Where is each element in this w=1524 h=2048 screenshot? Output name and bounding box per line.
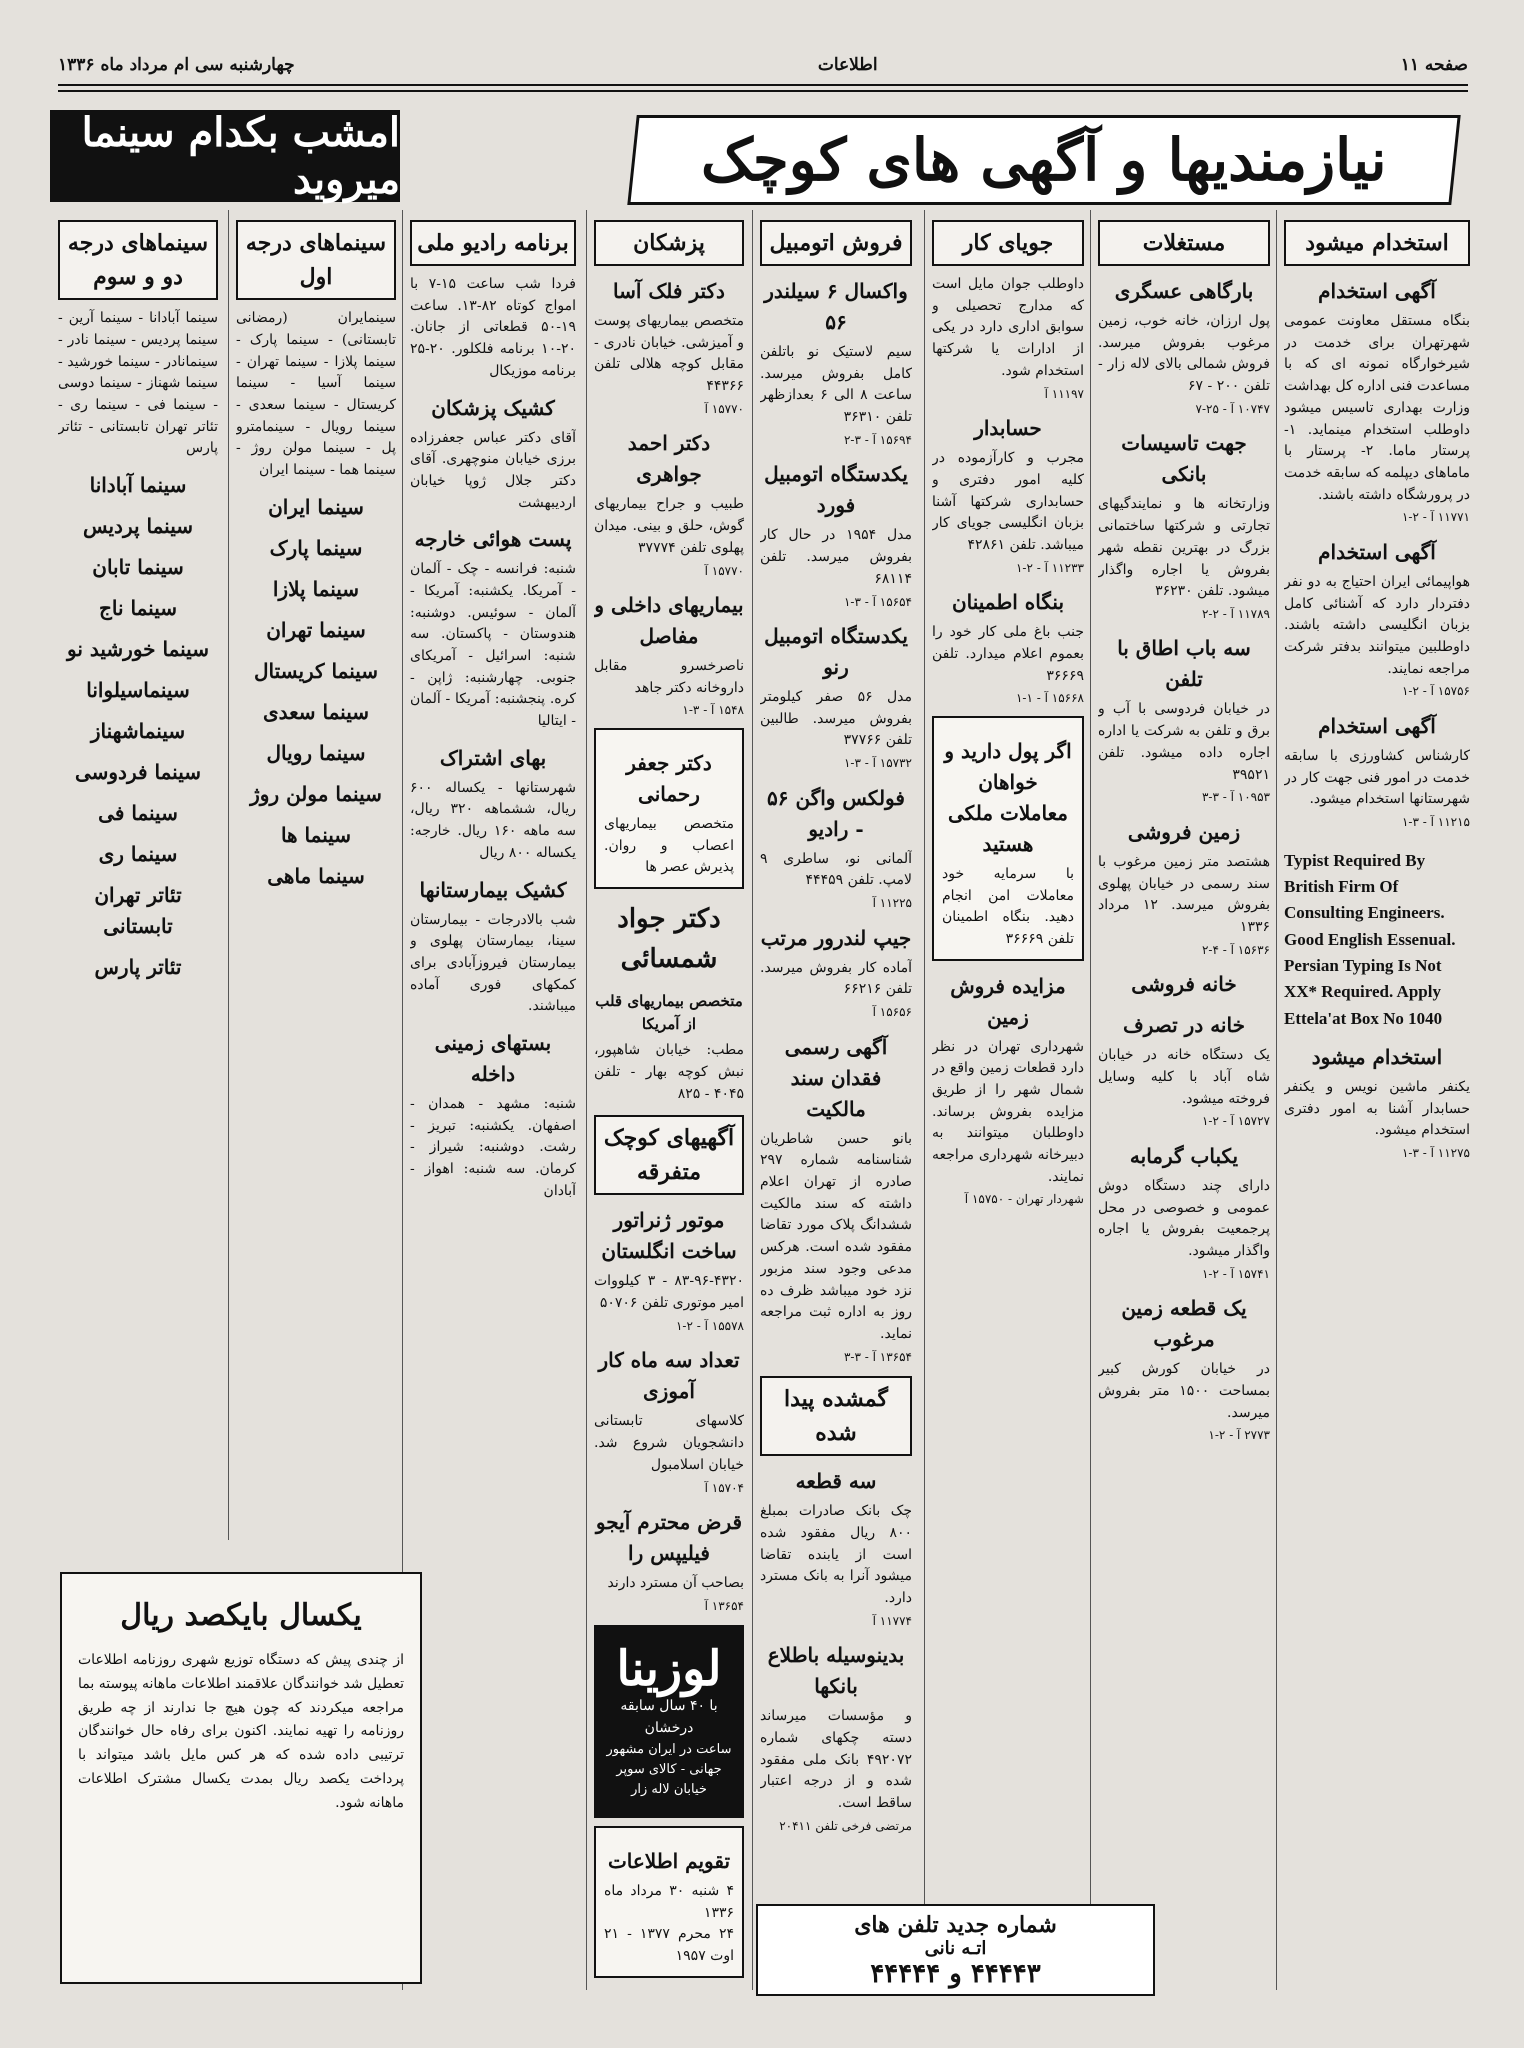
ad-title: زمین فروشی bbox=[1127, 819, 1241, 844]
phone-numbers: ۴۴۴۴۳ و ۴۴۴۴۴ bbox=[870, 1958, 1041, 1989]
ad-title: آگهی استخدام bbox=[1318, 713, 1436, 738]
ad-text: متخصص بیماریهای اعصاب و روان. پذیرش عصر ها bbox=[604, 816, 734, 876]
ad-text: بانو حسن شاطریان شناسنامه شماره ۲۹۷ صادره از تهران اعلام داشته که سند مالکیت ششدانگ پلاک مورد تقاضا مفقود شده است. هرکس مدعی وجود سند مزبور نزد خود میباشد ظرف ده روز به اداره ثبت مراجعه نماید. bbox=[760, 1130, 912, 1342]
cinema-name: سینما آبادانا bbox=[89, 473, 187, 497]
cinema-name: سینما ماهی bbox=[267, 863, 365, 888]
ad-ref: ۱۱۲۷۵ آ - ۳-۱ bbox=[1401, 1146, 1470, 1161]
calendar-title: تقویم اطلاعات bbox=[607, 1848, 731, 1873]
ad-title: موتور ژنراتور ساخت انگلستان bbox=[601, 1208, 737, 1264]
header-rule bbox=[58, 84, 1468, 86]
column-divider bbox=[1276, 210, 1277, 1990]
ad-ref: ۱۵۷۳۲ آ - ۳-۱ bbox=[843, 756, 912, 771]
ad-text: و مؤسسات میرساند دسته چکهای شماره ۴۹۲۰۷۲ بانک ملی مفقود شده و از درجه اعتبار ساقط است. bbox=[760, 1708, 912, 1812]
ad-ref: ۱۳۶۵۴ آ - ۳-۳ bbox=[843, 1349, 912, 1364]
cinema-name: سینما پردیس bbox=[82, 514, 194, 538]
ad-text: کلاسهای تابستانی دانشجویان شروع شد. خیابان اسلامبول bbox=[594, 1413, 744, 1473]
ad-title: خانه در تصرف bbox=[1123, 1013, 1245, 1038]
ad-ref: ۱۰۹۵۳ آ - ۳-۳ bbox=[1201, 790, 1270, 805]
ad-text: در خیابان فردوسی با آب و برق و تلفن به شرکت یا اداره اجاره داده میشود. تلفن ۳۹۵۲۱ bbox=[1098, 701, 1270, 783]
column-cars bbox=[760, 220, 912, 1990]
cinema-name: سینما مولن روژ bbox=[250, 781, 382, 806]
column-divider bbox=[924, 210, 925, 1990]
english-ad: Typist Required By British Firm Of Consulting Engineers. Good English Essenual. Persian Typing Is Not XX* Required. Apply Ettela'at Box No 1040 bbox=[1284, 850, 1456, 1028]
ad-title: یک قطعه زمین مرغوب bbox=[1121, 1296, 1247, 1352]
column-head: سینماهای درجه اول bbox=[236, 220, 396, 300]
cinema-name: سینما تابان bbox=[92, 555, 184, 579]
ad-text: دارای چند دستگاه دوش عمومی و خصوصی در محل پرجمعیت بفروش یا اجاره واگذار میشود. bbox=[1098, 1177, 1270, 1259]
ad-ref: ۱۱۷۸۹ آ - ۲-۲ bbox=[1201, 606, 1270, 621]
ad-ref: ۱۵۶۳۶ آ - ۴-۲ bbox=[1201, 942, 1270, 957]
ad-text: آلمانی نو، ساطری ۹ لامپ. تلفن ۴۴۴۵۹ bbox=[760, 850, 912, 889]
ad-title: دکتر جعفر رحمانی bbox=[626, 751, 712, 807]
column-doctors bbox=[594, 220, 744, 1990]
ad-title: یکباب گرمابه bbox=[1129, 1143, 1239, 1168]
column-divider bbox=[752, 210, 753, 1990]
cinema-name: تئاتر پارس bbox=[94, 955, 182, 979]
watch-ad bbox=[594, 1625, 744, 1818]
ad-title: پست هوائی خارجه bbox=[414, 527, 572, 552]
column-divider bbox=[586, 210, 587, 1990]
ad-text: ناصرخسرو مقابل داروخانه دکتر جاهد bbox=[594, 658, 744, 696]
ad-text: وزارتخانه ها و نمایندگیهای تجارتی و شرکتها ساختمانی بزرگ در بهترین نقطه شهر بفروش یا اجاره واگذار میشود. تلفن ۳۶۲۳۰ bbox=[1098, 496, 1270, 600]
classifieds-banner: نیازمندیها و آگهی های کوچک bbox=[627, 115, 1460, 205]
column-cinemas-second bbox=[58, 220, 218, 1540]
ad-ref: ۱۵۷۷۰ آ bbox=[704, 401, 744, 416]
column-head: فروش اتومبیل bbox=[760, 220, 912, 266]
cinema-name: سینما خورشید نو bbox=[67, 637, 209, 661]
ad-text: داوطلب جوان مایل است که مدارج تحصیلی و سوابق اداری دارد در یکی از ادارات یا شرکتها استخدام شود. bbox=[932, 276, 1084, 379]
ad-ref: ۱۱۲۲۵ آ bbox=[872, 896, 912, 911]
cinema-text: سینما آبادانا - سینما آرین - سینما پردیس - سینما نادر - سینمانادر - سینما خورشید - سینما شهناز - سینما دوسی - سینما فی - سینما ری - تئاتر تهران تابستانی - تئاتر پارس bbox=[58, 310, 218, 457]
ad-ref: ۱۵۶۶۸ آ - ۱-۱ bbox=[1015, 691, 1084, 706]
ad-ref: ۱۵۴۸ آ - ۳-۱ bbox=[682, 703, 744, 718]
ad-title: یکدستگاه اتومبیل فورد bbox=[764, 462, 908, 518]
ad-title: یکدستگاه اتومبیل رنو bbox=[764, 624, 908, 680]
cinema-name: سینما ها bbox=[280, 822, 352, 847]
column-employment bbox=[1284, 220, 1470, 1163]
column-head: پزشکان bbox=[594, 220, 744, 266]
ad-text: مجرب و کارآزموده در کلیه امور دفتری و حسابداری شرکتها آشنا بزبان انگلیسی جویای کار میباشد. تلفن ۴۲۸۶۱ bbox=[932, 450, 1084, 553]
column-head: استخدام میشود bbox=[1284, 220, 1470, 266]
ad-text: چک بانک صادرات بمبلغ ۸۰۰ ریال مفقود شده است از یابنده تقاضا میشود آنرا به بانک مسترد دارد. bbox=[760, 1503, 912, 1607]
ad-text: با سرمایه خود معاملات امن انجام دهید. بنگاه اطمینان تلفن ۳۶۶۶۹ bbox=[942, 865, 1074, 947]
cinema-name: سینما فردوسی bbox=[74, 760, 202, 784]
ad-text: مدل ۱۹۵۴ در حال کار بفروش میرسد. تلفن ۶۸۱۱۴ bbox=[760, 527, 912, 587]
cinema-name: سینماشهناز bbox=[90, 719, 186, 743]
ad-title: بیماریهای داخلی و مفاصل bbox=[594, 593, 744, 649]
section-head: گمشده پیدا شده bbox=[760, 1376, 912, 1456]
ad-text: هواپیمائی ایران احتیاج به دو نفر دفتردار دارد که آشنائی کامل بزبان انگلیسی داشته باشند. داوطلبین میتوانند بدفتر شرکت مراجعه نمایند. bbox=[1284, 573, 1470, 677]
ad-title: خانه فروشی bbox=[1131, 972, 1237, 997]
ad-title: جیپ لندرور مرتب bbox=[760, 925, 912, 950]
ad-title: سه باب اطاق با تلفن bbox=[1117, 636, 1251, 692]
ad-ref: ۱۵۶۹۴ آ - ۳-۲ bbox=[843, 432, 912, 447]
ad-title: دکتر فلک آسا bbox=[613, 279, 725, 304]
watch-text: ساعت در ایران مشهور جهانی - کالای سوپر خیابان لاله زار bbox=[606, 1741, 732, 1797]
ad-ref: ۱۱۷۷۴ آ bbox=[872, 1613, 912, 1628]
ad-ref: ۱۱۷۷۱ آ - ۲-۱ bbox=[1401, 510, 1470, 525]
ad-title: جهت تاسیسات بانکی bbox=[1121, 431, 1247, 487]
cinema-text: سینمایران (رمضانی تابستانی) - سینما پارک - سینما پلازا - سینما تهران - سینما آسیا - سینما کریستال - سینما سعدی - سینما رویال - سینمامترو پل - سینما مولن روژ - سینما هما - سینما ایران bbox=[236, 310, 396, 478]
cinema-name: سینما پارک bbox=[269, 535, 363, 560]
ad-text: سیم لاستیک نو باتلفن کامل بفروش میرسد. ساعت ۸ الی ۶ بعدازظهر تلفن ۳۶۳۱۰ bbox=[760, 344, 912, 426]
cinema-name: سینما کریستال bbox=[253, 658, 379, 683]
ad-subtitle: متخصص بیماریهای قلب از آمریکا bbox=[595, 991, 743, 1033]
cinema-name: سینما سعدی bbox=[262, 699, 369, 724]
ad-text: شب بالادرجات - بیمارستان سینا، بیمارستان پهلوی و بیمارستان فیروزآبادی برای کمکهای فوری آماده میباشند. bbox=[410, 911, 576, 1015]
ad-ref: ۱۵۷۷۰ آ bbox=[704, 563, 744, 578]
ad-ref: ۱۱۲۳۳ آ - ۲-۱ bbox=[1015, 560, 1084, 575]
ad-title: آگهی استخدام bbox=[1318, 279, 1436, 304]
ad-text: شنبه: فرانسه - چک - آلمان - آمریکا. یکشنبه: آمریکا - آلمان - سوئیس. دوشنبه: هندوستان - پاکستان. سه شنبه: اسرائیل - آمریکای جنوبی. چهارشنبه: ژاپن - کره. پنجشنبه: آمریکا - آلمان - ایتالیا bbox=[410, 561, 576, 730]
ad-text: مطب: خیابان شاهپور، نبش کوچه بهار - تلفن ۴۰۴۵ - ۸۲۵ bbox=[594, 1042, 744, 1102]
ad-text: پول ارزان، خانه خوب، زمین مرغوب بفروش میرسد. فروش شمالی بالای لاله زار - تلفن ۲۰۰ - ۶۷ bbox=[1098, 313, 1270, 395]
cinema-name: سینما تهران bbox=[266, 617, 366, 642]
ad-ref: ۱۰۷۴۷ آ - ۲۵-۷ bbox=[1195, 401, 1270, 416]
ad-text: بصاحب آن مسترد دارند bbox=[607, 1575, 744, 1592]
ad-title: دکتر احمد جواهری bbox=[627, 431, 711, 487]
cinema-name: تئاتر تهران تابستانی bbox=[94, 883, 182, 938]
notice-title: یکسال بایکصد ریال bbox=[120, 1598, 362, 1633]
ad-ref: ۱۵۷۴۱ آ - ۲-۱ bbox=[1201, 1266, 1270, 1281]
ad-ref: ۱۵۷۵۶ آ - ۲-۱ bbox=[1401, 684, 1470, 699]
section-head: آگهیهای کوچک متفرقه bbox=[594, 1115, 744, 1195]
ad-text: مدل ۵۶ صفر کیلومتر بفروش میرسد. طالبین تلفن ۳۷۷۶۶ bbox=[760, 689, 912, 749]
ad-ref: ۱۵۵۷۸ آ - ۲-۱ bbox=[675, 1318, 744, 1333]
cinema-name: سینما ناج bbox=[98, 596, 178, 620]
ad-ref: ۱۱۱۹۷ آ bbox=[1044, 386, 1084, 401]
ad-text: بنگاه مستقل معاونت عمومی شهرتهران برای خدمت در شیرخوارگاه نمونه ای که با مساعدت فنی اداره کل بهداشت وزارت بهداری تاسیس میشود داوطلب استخدام مینماید. ۱- پرستار ماما. ۲- پرستار با ماماهای دیپلمه که سابقه خدمت در پرورشگاه داشته باشند. bbox=[1284, 313, 1470, 503]
ad-ref: ۱۵۷۰۴ آ bbox=[704, 1480, 744, 1495]
column-head: برنامه رادیو ملی bbox=[410, 220, 576, 266]
calendar-line: ۴ شنبه ۳۰ مرداد ماه ۱۳۳۶ bbox=[604, 1882, 734, 1921]
ad-text: در خیابان کورش کبیر بمساحت ۱۵۰۰ متر بفروش میرسد. bbox=[1098, 1361, 1270, 1421]
column-jobs bbox=[932, 220, 1084, 1890]
ad-text: شهرستانها - یکساله ۶۰۰ ریال، ششماهه ۳۲۰ ریال، سه ماهه ۱۶۰ ریال. خارجه: یکساله ۸۰۰ ریال bbox=[410, 779, 576, 861]
ad-ref: شهردار تهران - ۱۵۷۵۰ آ bbox=[964, 1192, 1084, 1207]
calendar-dates: ۲۴ محرم ۱۳۷۷ - ۲۱ اوت ۱۹۵۷ bbox=[604, 1926, 734, 1965]
watch-sub: با ۴۰ سال سابقه درخشان bbox=[620, 1698, 718, 1736]
ad-title: کشیک بیمارستانها bbox=[419, 877, 567, 902]
ad-text: متخصص بیماریهای پوست و آمیزشی. خیابان نادری - مقابل کوچه هلالی تلفن ۴۴۳۶۶ bbox=[594, 313, 744, 395]
watch-brand: لوزینا bbox=[616, 1641, 722, 1698]
ad-title: فولکس واگن ۵۶ - رادیو bbox=[767, 785, 905, 841]
ad-title: اگر پول دارید و خواهان معاملات ملکی هستید bbox=[944, 738, 1072, 856]
calendar-box bbox=[594, 1826, 744, 1978]
cinema-name: سینما ایران bbox=[268, 494, 364, 519]
ad-text: جنب باغ ملی کار خود را بعموم اعلام میدارد. تلفن ۳۶۶۶۹ bbox=[932, 624, 1084, 684]
ad-ref: ۱۳۶۵۴ آ bbox=[704, 1598, 744, 1613]
ad-text: یک دستگاه خانه در خیابان شاه آباد با کلیه وسایل فروخته میشود. bbox=[1098, 1047, 1270, 1107]
cinema-name: سینما پلازا bbox=[272, 576, 360, 601]
cinema-name: سینما رویال bbox=[266, 740, 366, 765]
issue-date: چهارشنبه سی ام مرداد ماه ۱۳۳۶ bbox=[58, 55, 295, 75]
ad-title: بارگاهی عسگری bbox=[1114, 279, 1254, 304]
paper-name: اطلاعات bbox=[817, 55, 878, 75]
column-services bbox=[410, 220, 576, 1990]
cinema-name: سینما ری bbox=[98, 842, 178, 866]
cinema-name: سینماسیلوانا bbox=[86, 678, 190, 702]
column-divider bbox=[1090, 210, 1091, 1990]
ad-title: بهای اشتراک bbox=[439, 745, 547, 770]
ad-text: طبیب و جراح بیماریهای گوش، حلق و بینی. میدان پهلوی تلفن ۳۷۷۷۴ bbox=[594, 496, 744, 556]
ad-text: آماده کار بفروش میرسد. تلفن ۶۶۲۱۶ bbox=[760, 959, 912, 998]
ad-title: واکسال ۶ سیلندر ۵۶ bbox=[764, 279, 908, 335]
boxed-ad bbox=[932, 716, 1084, 961]
ad-text: آقای دکتر عباس جعفرزاده برزی خیابان منوچهری. آقای دکتر جلال ژوپا خیابان اردیبهشت bbox=[410, 429, 576, 511]
ad-text: ۸۳-۹۶-۴۳۲۰ - ۳ کیلووات امیر موتوری تلفن ۵۰۷۰۶ bbox=[594, 1273, 744, 1312]
ad-ref: ۱۱۲۱۵ آ - ۳-۱ bbox=[1401, 814, 1470, 829]
ad-title: بستهای زمینی داخله bbox=[434, 1030, 552, 1086]
ad-ref: ۱۵۶۵۴ آ - ۳-۱ bbox=[843, 594, 912, 609]
ad-title: کشیک پزشکان bbox=[431, 395, 555, 420]
ad-text: هشتصد متر زمین مرغوب با سند رسمی در خیابان پهلوی بفروش میرسد. ۱۲ مرداد ۱۳۳۶ bbox=[1098, 853, 1270, 935]
ad-text: یکنفر ماشین نویس و یکنفر حسابدار آشنا به امور دفتری استخدام میشود. bbox=[1284, 1078, 1470, 1139]
phone-box bbox=[756, 1904, 1155, 1996]
page-number: صفحه ۱۱ bbox=[1400, 55, 1468, 75]
ad-ref: ۱۵۷۲۷ آ - ۲-۱ bbox=[1201, 1114, 1270, 1129]
ad-title: تعداد سه ماه کار آموزی bbox=[598, 1348, 740, 1404]
ad-title: حسابدار bbox=[974, 416, 1042, 441]
ad-title: سه قطعه bbox=[795, 1469, 877, 1494]
column-head: سینماهای درجه دو و سوم bbox=[58, 220, 218, 300]
notice-text: از چندی پیش که دستگاه توزیع شهری روزنامه اطلاعات تعطیل شد خوانندگان علاقمند اطلاعات ماهانه پیوسته بما مراجعه میکردند که چون هیچ جا ندارند از چه طریق روزنامه را تهیه نمایند. اکنون برای رفاه حال خوانندگان ترتیبی داده شده که هر کس مایل باشد میتواند با پرداخت یکصد ریال بمدت یکسال مشترک اطلاعات ماهانه شود. bbox=[78, 1652, 404, 1811]
ad-title: دکتر جواد شمسائی bbox=[617, 904, 721, 975]
ad-title: بدینوسیله باطلاع بانکها bbox=[767, 1643, 905, 1699]
column-cinemas-first bbox=[236, 220, 396, 1540]
header-rule-2 bbox=[58, 90, 1468, 92]
ad-title: استخدام میشود bbox=[1311, 1044, 1443, 1069]
ad-ref: ۱۵۶۵۶ آ bbox=[872, 1005, 912, 1020]
column-head: جویای کار bbox=[932, 220, 1084, 266]
ad-text: شهرداری تهران در نظر دارد قطعات زمین واقع در شمال شهر را از طریق مزایده بفروش برساند. داوطلبان میتوانند به دبیرخانه شهرداری مراجعه نمایند. bbox=[932, 1038, 1084, 1185]
ad-ref: ۲۷۷۳ آ - ۲-۱ bbox=[1208, 1428, 1270, 1443]
cinema-name: سینما فی bbox=[98, 801, 178, 825]
cinema-banner: امشب بکدام سینما میروید bbox=[50, 110, 400, 202]
ad-ref: مرتضی فرخی تلفن ۲۰۴۱۱ bbox=[779, 1818, 912, 1833]
subscription-notice bbox=[60, 1572, 422, 1984]
column-real-estate bbox=[1098, 220, 1270, 1920]
column-divider bbox=[228, 210, 229, 1540]
ad-title: آگهی استخدام bbox=[1318, 539, 1436, 564]
ad-text: کارشناس کشاورزی با سابقه خدمت در امور فنی جهت کار در شهرستانها استخدام میشود. bbox=[1284, 747, 1470, 808]
ad-title: قرض محترم آیجو فیلیپس را bbox=[595, 1510, 743, 1566]
radio-text: فردا شب ساعت ۱۵-۷ با امواج کوتاه ۸۲-۱۳. ساعت ۱۹-۵۰ قطعاتی از جانان. ۲۰-۱۰ برنامه فلکلور. ۲۰-۲۵ برنامه موزیکال bbox=[410, 276, 576, 379]
ad-title: مزایده فروش زمین bbox=[950, 973, 1066, 1029]
ad-title: آگهی رسمی فقدان سند مالکیت bbox=[784, 1034, 888, 1121]
ad-title: بنگاه اطمینان bbox=[951, 590, 1065, 615]
ad-text: شنبه: مشهد - همدان - اصفهان. یکشنبه: تبریز - رشت. دوشنبه: شیراز - کرمان. سه شنبه: اهواز - آبادان bbox=[410, 1095, 576, 1199]
doctor-ad-box bbox=[594, 728, 744, 889]
page-header bbox=[58, 52, 1468, 78]
phone-sub: اتـه نانی bbox=[924, 1937, 987, 1959]
column-head: مستغلات bbox=[1098, 220, 1270, 266]
phone-title: شماره جدید تلفن های bbox=[854, 1911, 1057, 1938]
